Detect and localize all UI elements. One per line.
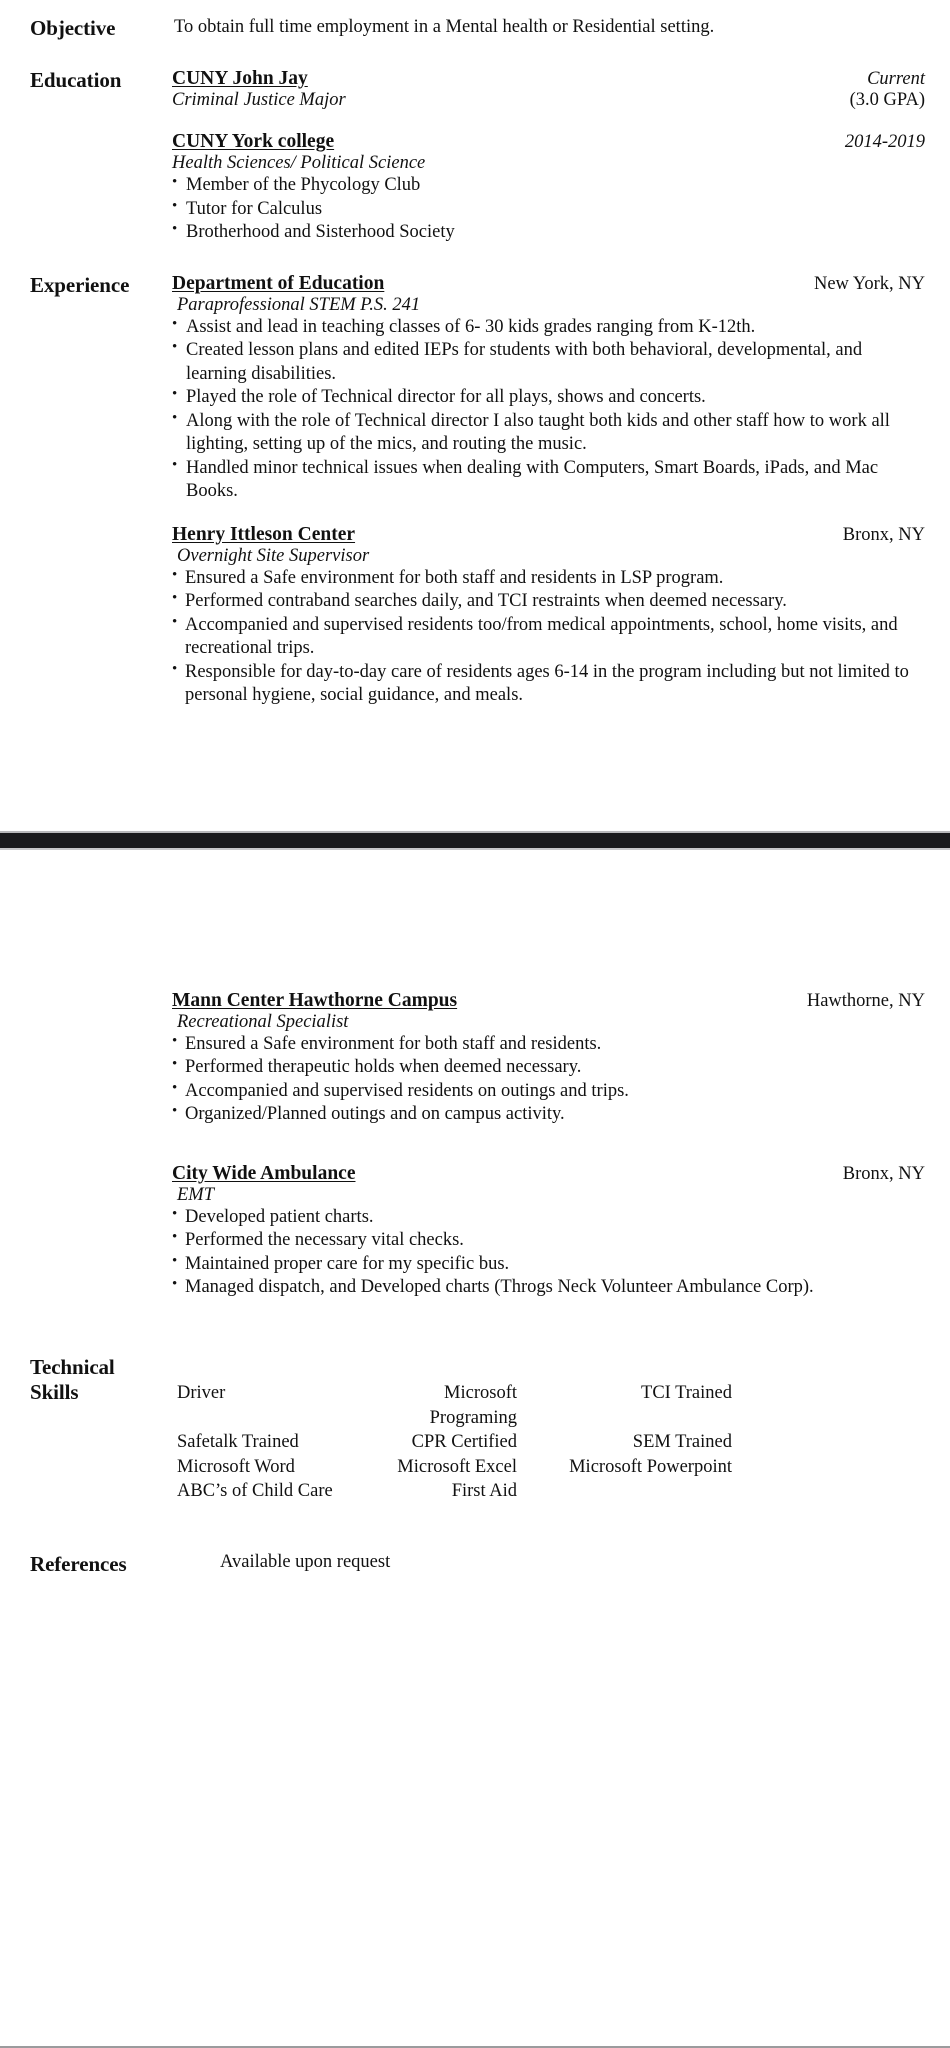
list-item: • Accompanied and supervised residents too/from medical appointments, school, home visits, and recreational trips. — [172, 614, 925, 661]
education-major: Criminal Justice Major — [172, 90, 346, 111]
skill-item: Microsoft Programing — [429, 1383, 517, 1428]
experience-org-name: Department of Education — [172, 272, 385, 294]
experience-location: Hawthorne, NY — [806, 990, 925, 1011]
list-item: • Brotherhood and Sisterhood Society — [172, 221, 925, 244]
section-label-objective: Objective — [30, 16, 116, 40]
section-objective — [0, 16, 950, 40]
list-item: • Ensured a Safe environment for both staff and residents in LSP program. — [172, 567, 925, 590]
list-item: • Tutor for Calculus — [172, 198, 925, 221]
experience-entry — [172, 524, 925, 708]
section-references — [0, 1552, 950, 1576]
experience-role-title: Overnight Site Supervisor — [177, 545, 370, 566]
section-experience — [0, 273, 950, 708]
education-gpa: (3.0 GPA) — [849, 90, 925, 111]
education-date: 2014-2019 — [844, 132, 925, 153]
education-bullet-list — [172, 174, 925, 244]
education-entry — [172, 68, 925, 111]
skill-item: Microsoft Powerpoint — [569, 1456, 732, 1477]
experience-org-name: City Wide Ambulance — [172, 1162, 356, 1184]
experience-bullet-list — [172, 1033, 925, 1127]
experience-location: New York, NY — [813, 273, 925, 294]
education-school-name: CUNY John Jay — [172, 68, 308, 90]
skill-item: Microsoft Excel — [397, 1456, 517, 1477]
list-item: • Created lesson plans and edited IEPs for students with both behavioral, developmental, and learning disabilities. — [172, 339, 925, 386]
skill-item: TCI Trained — [641, 1383, 732, 1404]
skill-item: Safetalk Trained — [177, 1432, 299, 1453]
list-item: • Performed therapeutic holds when deemed necessary. — [172, 1056, 925, 1079]
experience-org-name: Henry Ittleson Center — [172, 523, 356, 545]
experience-location: Bronx, NY — [842, 524, 925, 545]
skill-item: ABC’s of Child Care — [177, 1481, 333, 1502]
section-label-education: Education — [30, 68, 122, 93]
experience-role-title: Recreational Specialist — [177, 1011, 349, 1032]
section-label-line-1: Technical — [30, 1355, 115, 1380]
list-item: • Responsible for day-to-day care of residents ages 6-14 in the program including but not limited to personal hygiene, social guidance, and meals. — [172, 661, 925, 708]
list-item: • Developed patient charts. — [172, 1206, 925, 1229]
list-item: • Managed dispatch, and Developed charts (Throgs Neck Volunteer Ambulance Corp). — [172, 1276, 925, 1299]
list-item: • Played the role of Technical director for all plays, shows and concerts. — [172, 386, 925, 409]
list-item: • Maintained proper care for my specific bus. — [172, 1253, 925, 1276]
experience-entry — [172, 1163, 925, 1300]
list-item: • Member of the Phycology Club — [172, 174, 925, 197]
education-entry — [172, 131, 925, 244]
section-label-references: References — [30, 1551, 127, 1576]
experience-entry — [172, 273, 925, 504]
skill-item: CPR Certified — [411, 1432, 517, 1453]
experience-bullet-list — [172, 567, 925, 708]
section-label-technical-skills — [30, 1355, 172, 1404]
resume-page-2 — [0, 850, 950, 1576]
skill-item: Driver — [177, 1383, 226, 1404]
list-item: • Handled minor technical issues when dealing with Computers, Smart Boards, iPads, and Mac Books. — [172, 457, 925, 504]
section-label-line-2: Skills — [30, 1379, 79, 1404]
skill-item: SEM Trained — [632, 1432, 732, 1453]
resume-page-1 — [0, 0, 950, 708]
section-label-experience: Experience — [30, 272, 130, 297]
skills-grid — [172, 1381, 925, 1503]
experience-role-title: Paraprofessional STEM P.S. 241 — [177, 294, 421, 315]
skill-item: Microsoft Word — [177, 1456, 295, 1477]
section-education — [0, 68, 950, 244]
list-item: • Performed contraband searches daily, and TCI restraints when deemed necessary. — [172, 590, 925, 613]
section-technical-skills — [0, 1355, 950, 1503]
objective-text: To obtain full time employment in a Mental health or Residential setting. — [174, 17, 715, 37]
list-item: • Along with the role of Technical director I also taught both kids and other staff how to work all lighting, setting up of the mics, and routing the music. — [172, 410, 925, 457]
list-item: • Accompanied and supervised residents on outings and trips. — [172, 1080, 925, 1103]
skill-item: First Aid — [451, 1481, 517, 1502]
education-major: Health Sciences/ Political Science — [172, 153, 426, 174]
list-item: • Assist and lead in teaching classes of 6- 30 kids grades ranging from K-12th. — [172, 316, 925, 339]
education-date: Current — [867, 69, 925, 90]
list-item: • Ensured a Safe environment for both staff and residents. — [172, 1033, 925, 1056]
education-school-name: CUNY York college — [172, 131, 335, 153]
experience-bullet-list — [172, 1206, 925, 1300]
references-text: Available upon request — [220, 1551, 391, 1572]
experience-role-title: EMT — [177, 1184, 214, 1205]
list-item: • Performed the necessary vital checks. — [172, 1229, 925, 1252]
experience-org-name: Mann Center Hawthorne Campus — [172, 989, 458, 1011]
list-item: • Organized/Planned outings and on campus activity. — [172, 1103, 925, 1126]
skill-item — [517, 1479, 732, 1503]
experience-entry — [172, 990, 925, 1127]
experience-bullet-list — [172, 316, 925, 504]
page-break-separator — [0, 831, 950, 850]
experience-location: Bronx, NY — [842, 1163, 925, 1184]
section-experience-continued — [0, 990, 950, 1300]
